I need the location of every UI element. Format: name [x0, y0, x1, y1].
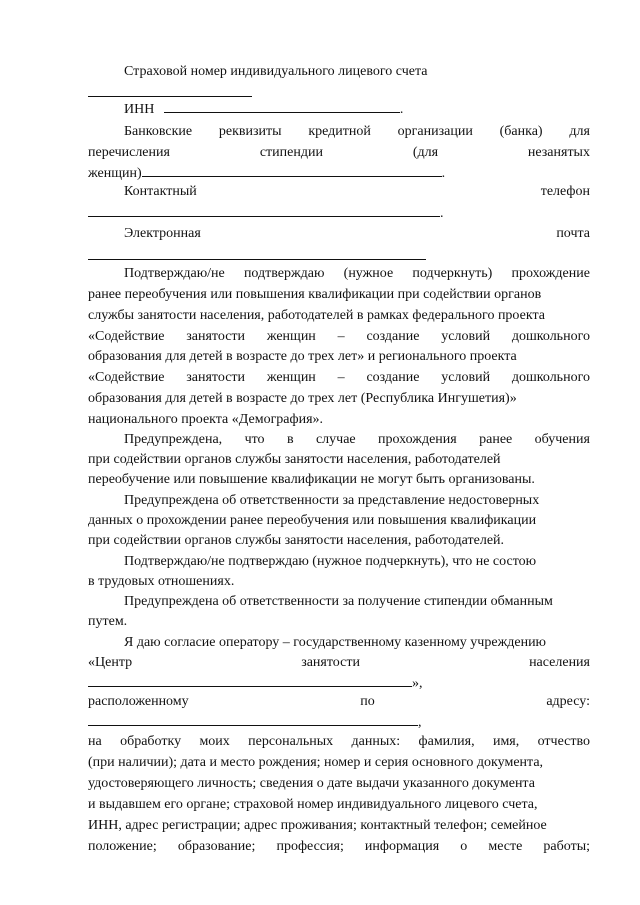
- para3-line-1: Предупреждена об ответственности за представление недостоверных: [124, 493, 540, 508]
- consent-line-4: расположенному по адресу:: [88, 694, 590, 709]
- address-field[interactable]: [88, 713, 418, 726]
- phone-field[interactable]: [88, 204, 440, 217]
- para1-line-3: службы занятости населения, работодателей в рамках федерального проекта: [88, 308, 545, 323]
- para4-line-1: Подтверждаю/не подтверждаю (нужное подчеркнуть), что не состою: [124, 554, 537, 569]
- para1-line-1: Подтверждаю/не подтверждаю (нужное подчеркнуть) прохождение: [124, 266, 590, 281]
- para3-line-2: данных о прохождении ранее переобучения или повышения квалификации: [88, 513, 537, 528]
- para1-line-4: «Содействие занятости женщин – создание условий дошкольного: [88, 329, 590, 344]
- inn-row: ИНН .: [124, 102, 404, 117]
- para2-line-2: при содействии органов службы занятости населения, работодателей: [88, 452, 501, 467]
- inn-field[interactable]: [164, 100, 400, 113]
- para4-line-2: в трудовых отношениях.: [88, 574, 235, 589]
- inn-label: ИНН: [124, 102, 155, 117]
- snils-label: Страховой номер индивидуального лицевого счета: [124, 64, 428, 79]
- employment-center-field[interactable]: [88, 674, 412, 687]
- para2-line-3: переобучение или повышение квалификации не могут быть организованы.: [88, 472, 535, 487]
- consent-line-2: «Центр занятости населения: [88, 655, 590, 670]
- para3-line-3: при содействии органов службы занятости населения, работодателей.: [88, 533, 505, 548]
- consent-line-5: ,: [88, 713, 590, 731]
- consent-line-7: (при наличии); дата и место рождения; номер и серия основного документа,: [88, 755, 544, 770]
- consent-line-9: и выдавшем его органе; страховой номер индивидуального лицевого счета,: [88, 797, 538, 812]
- para1-line-8: национального проекта «Демография».: [88, 412, 324, 427]
- bank-line-1: Банковские реквизиты кредитной организации (банка) для: [124, 124, 590, 139]
- email-label-row: Электронная почта: [124, 226, 590, 241]
- email-field[interactable]: [88, 259, 426, 260]
- consent-line-11: положение; образование; профессия; информация о месте работы;: [88, 839, 590, 854]
- consent-line-6: на обработку моих персональных данных: фамилия, имя, отчество: [88, 734, 590, 749]
- para1-line-6: «Содействие занятости женщин – создание условий дошкольного: [88, 370, 590, 385]
- consent-line-1: Я даю согласие оператору – государственному казенному учреждению: [124, 635, 547, 650]
- para1-line-5: образования для детей в возрасте до трех лет» и регионального проекта: [88, 349, 517, 364]
- phone-label-row: Контактный телефон: [124, 184, 590, 199]
- para1-line-7: образования для детей в возрасте до трех лет (Республика Ингушетия)»: [88, 391, 517, 406]
- bank-line-2: перечисления стипендии (для незанятых: [88, 145, 590, 160]
- para5-line-1: Предупреждена об ответственности за получение стипендии обманным: [124, 594, 553, 609]
- para5-line-2: путем.: [88, 614, 128, 629]
- snils-field[interactable]: [88, 96, 252, 97]
- consent-line-8: удостоверяющего личность; сведения о дате выдачи указанного документа: [88, 776, 535, 791]
- bank-line-3: женщин) .: [88, 166, 446, 181]
- phone-row: .: [88, 204, 590, 222]
- consent-line-10: ИНН, адрес регистрации; адрес проживания; контактный телефон; семейное: [88, 818, 547, 833]
- consent-line-3: »,: [88, 674, 590, 692]
- bank-details-field[interactable]: [142, 164, 442, 177]
- para1-line-2: ранее переобучения или повышения квалификации при содействии органов: [88, 287, 542, 302]
- para2-line-1: Предупреждена, что в случае прохождения ранее обучения: [124, 432, 590, 447]
